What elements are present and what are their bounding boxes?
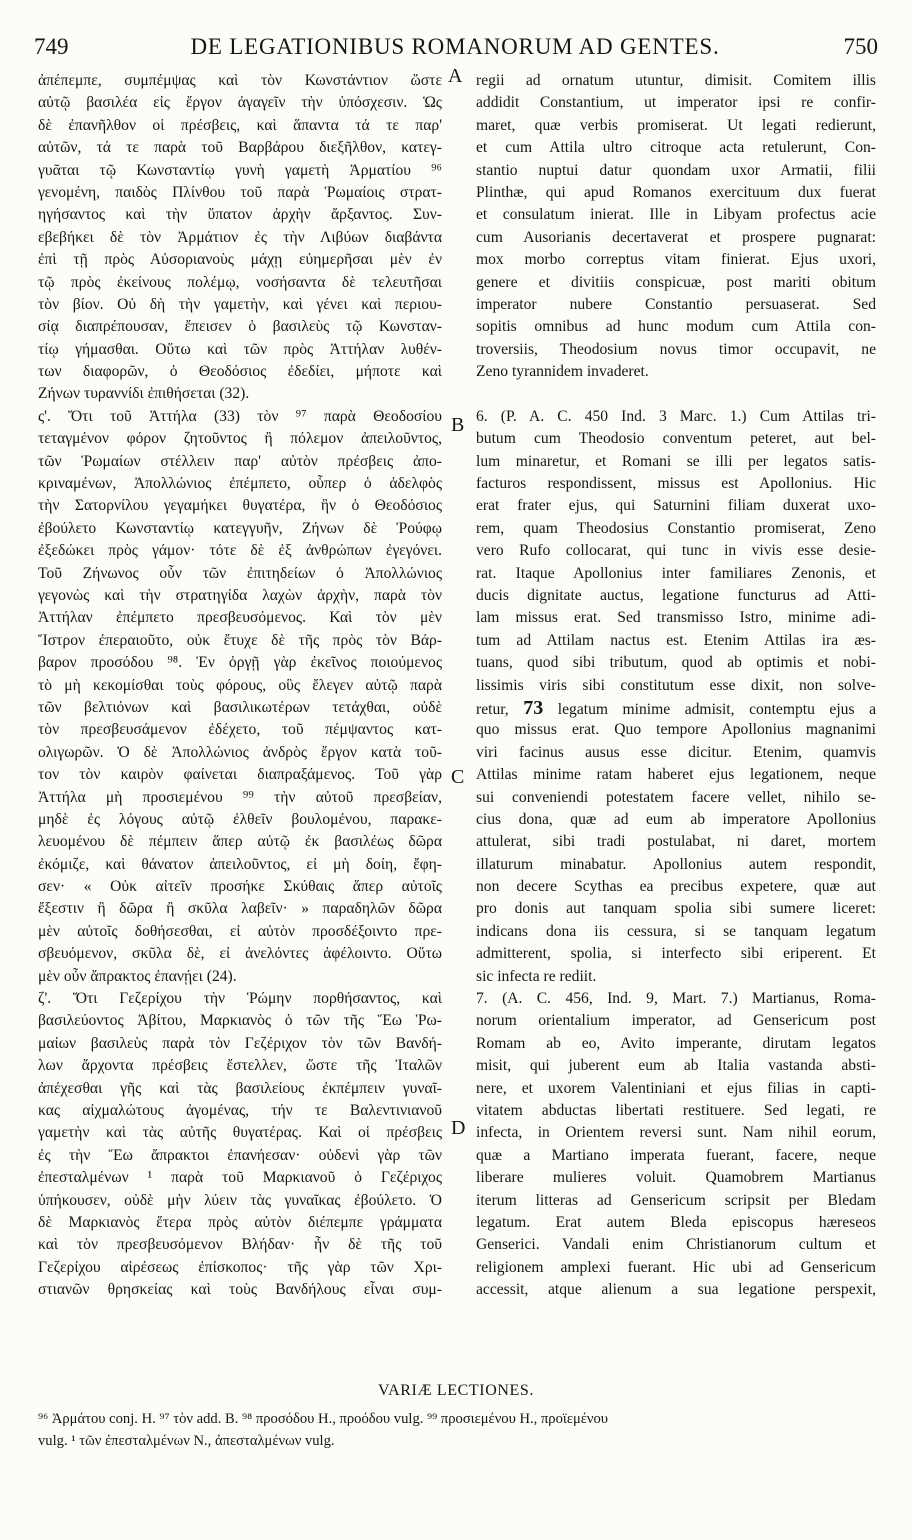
text-line: ἀπέχεσθαι γῆς καὶ τὰς βασιλείους ἐκπέμπειν γυναῖ- (38, 1079, 442, 1097)
text-line: sopitis omnibus ad hunc modum cum Attila con- (476, 318, 876, 336)
latin-column (476, 70, 876, 1301)
text-line: ἔξεστιν ἢ δῶρα ἢ σκῦλα λαβεῖν· » παραδηλῶν δῶρα (38, 900, 442, 918)
text-line: 6. (P. A. C. 450 Ind. 3 Marc. 1.) Cum Attilas tri- (476, 407, 876, 425)
text-line: pro donis aut tanquam spolia sibi sumere liceret: (476, 900, 876, 918)
text-line: regii ad ornatum utuntur, dimisit. Comitem illis (476, 72, 876, 89)
text-line: κριναμένων, Ἀπολλώνιος ἐπέμπετο, οὗπερ ὁ ἀδελφὸς (38, 475, 442, 493)
text-line: εβεβήκει δὲ τὸν Ἀρμάτιον ἐς τὴν Λιβύων διαβάντα (38, 228, 442, 246)
text-line: illaturum minabatur. Apollonius autem respondit, (476, 855, 876, 873)
margin-marker-d: D (451, 1117, 466, 1139)
margin-marker-a: A (448, 65, 463, 87)
text-line: τίῳ γήμασθαι. Οὕτω καὶ τῶν πρὸς Ἀττήλαν λυθέν- (38, 340, 442, 358)
text-line: norum orientalium imperator, ad Gensericum post (476, 1012, 876, 1030)
text-line: ἐκόμιζε, καὶ θάνατον ἀπειλοῦντος, εἰ μὴ δοίη, ἔφη- (38, 855, 442, 873)
text-line: erat frater ejus, qui Saturnini filiam duxerat uxo- (476, 497, 876, 515)
text-line: religionem amplexi fuerant. Hic ubi ad Gensericum (476, 1258, 876, 1276)
text-line: butum cum Theodosio conventum peteret, aut bel- (476, 430, 876, 448)
text-line: rem, quam Theodosius Constantio promiserat, Zeno (476, 519, 876, 537)
text-line: misit, qui juberent eum ab Italia vastanda absti- (476, 1057, 876, 1075)
text-line: liberare mulieres voluit. Quamobrem Martianus (476, 1169, 876, 1187)
text-line: τῶν Ῥωμαίων στέλλειν παρ' αὐτὸν πρέσβεις ἀπο- (38, 452, 442, 470)
text-line: τῷ πρὸς ἐκείνους πολέμῳ, νοσήσαντα δὲ τελευτῆσαι (38, 273, 442, 291)
text-line: ἀπέπεμπε, συμπέμψας καὶ τὸν Κωνστάντιον ὥστε (38, 72, 442, 89)
text-line: γαμετὴν καὶ τὰς αὐτῆς θυγατέρας. Καὶ οἱ πρέσβεις (38, 1124, 442, 1142)
greek-column (38, 70, 442, 1301)
text-line: Genserici. Vandali enim Christianorum cultum et (476, 1236, 876, 1254)
text-line: et consulatum inierat. Ille in Libyam profectus acie (476, 206, 876, 224)
text-line: maret, quæ verbis promiserat. Ut legati redierunt, (476, 116, 876, 134)
text-line: αὐτῶν, τά τε παρὰ τοῦ Βαρβάρου διεξῆλθον, κατεγ- (38, 139, 442, 157)
text-line: tuans, quod sibi tributum, quod ab optimis et nobi- (476, 654, 876, 672)
text-line: τῶν βελτιόνων καὶ βασιλικωτέρων τετάχθαι, οὐδὲ (38, 698, 442, 716)
text-line: imperator nubere Constantio persuaserat. Sed (476, 295, 876, 313)
text-line: lissimis viris sibi constitutum esse dixit, non solve- (476, 676, 876, 694)
text-line: Ἀττήλαν ἐπέμπετο πρεσβευσόμενος. Καὶ τὸν μὲν (38, 609, 442, 627)
text-line: βασιλεύοντος Ἀβίτου, Μαρκιανὸς ὁ τῶν τῆς Ἕω Ῥω- (38, 1012, 442, 1030)
text-line: lam missus erat. Sed transmisso Istro, minime adi- (476, 609, 876, 627)
text-line: μαίων βασιλεὺς παρὰ τὸν Γεζέριχον τὸν τῶν Βανδή- (38, 1034, 442, 1052)
text-line: indicans dona iis cessura, si se tanquam legatum (476, 922, 876, 940)
text-line: vitatem abductas libertati restituere. Sed legati, re (476, 1101, 876, 1119)
text-line: ς'. Ὅτι τοῦ Ἀττήλα (33) τὸν ⁹⁷ παρὰ Θεοδοσίου (38, 407, 442, 425)
text-line: nere, et uxorem Valentiniani et ejus filias in capti- (476, 1079, 876, 1097)
text-line: sui conveniendi potestatem facere vellet, nihilo se- (476, 788, 876, 806)
text-line: ἐβούλετο Κωνσταντίῳ κατεγγυῆν, Ζήνων δὲ Ῥούφῳ (38, 519, 442, 537)
text-line: non decere Scythas ea precibus expetere, quæ aut (476, 878, 876, 896)
text-line: iterum litteras ad Gensericum scripsit per Bledam (476, 1191, 876, 1209)
text-line: ὑπήκουσεν, οὐδὲ μὴν λύειν τὰς γυναῖκας ἐβούλετο. Ὁ (38, 1191, 442, 1209)
text-line: γεγονὼς καὶ τὴν στρατηγίδα λαχὼν ἀρχὴν, παρὰ τὸν (38, 586, 442, 604)
text-line: sic infecta re rediit. (476, 967, 597, 985)
text-line: τὸν πρεσβευσάμενον ἐδέχετο, τοῦ πέμψαντος κατ- (38, 721, 442, 739)
text-line: σίᾳ διαπρέπουσαν, ἔπεισεν ὁ βασιλεὺς τῷ Κωνσταν- (38, 318, 442, 336)
text-line: τὸ μὴ κεκομίσθαι τοὺς φόρους, οὓς ἔλεγεν αὐτῷ παρὰ (38, 676, 442, 694)
text-line: quæ a Martiano imperata fuerant, facere, neque (476, 1146, 876, 1164)
text-line: admitterent, spolia, si interfecto sibi eriperent. Et (476, 945, 876, 963)
text-line: σεν· « Οὐκ αἰτεῖν προσήκε Σκύθαις ἅπερ αὐτοῖς (38, 878, 442, 896)
margin-marker-c: C (451, 766, 465, 788)
text-line: δὲ Μαρκιανὸς ἕτερα πρὸς αὐτὸν διέπεμπε γράμματα (38, 1213, 442, 1231)
text-line: lum minaretur, et Romani se illi per legatos satis- (476, 452, 876, 470)
text-line: λων ἄρχοντα πρέσβεις ἔστελλεν, ὥστε τῆς Ἰταλῶν (38, 1057, 442, 1075)
text-line: stantio nuptui datur quondam uxor Armatii, filii (476, 161, 876, 179)
text-line: infecta, in Orientem reversi sunt. Nam nihil eorum, (476, 1124, 876, 1142)
text-line: καὶ τὸν πρεσβευσόμενον Βλήδαν· ἦν δὲ τῆς τοῦ (38, 1236, 442, 1254)
text-line: accessit, atque alienum a sua legatione perspexit, (476, 1281, 876, 1299)
text-line: ἐξεδώκει πρὸς γάμον· τότε δὲ ἐξ ἀνθρώπων ἐγεγόνει. (38, 542, 442, 560)
text-line: cum Ausorianis decertaverat et prospere pugnarat: (476, 228, 876, 246)
text-line: cius dona, quæ ad eum ab imperatore Apollonius (476, 810, 876, 828)
text-line: Ἀττήλα μὴ προσιεμένου ⁹⁹ τὴν αὐτοῦ πρεσβείαν, (38, 788, 442, 806)
text-line: αὐτῷ βασιλέα εἰς ἔργον ἀγαγεῖν τὴν ὑπόσχεσιν. Ὡς (38, 94, 442, 112)
variae-lectiones-title: VARIÆ LECTIONES. (378, 1382, 534, 1399)
text-line: ολιγωρῶν. Ὁ δὲ Ἀπολλώνιος ἀνδρὸς ἔργον κατὰ τοῦ- (38, 743, 442, 761)
text-line: facturos respondissent, missus est Apollonius. Hic (476, 475, 876, 493)
text-line: σβευόμενον, σκῦλα δὲ, εἰ ἀνελόντες ἀφέλοιντο. Οὕτω (38, 945, 442, 963)
text-line: μὲν οὖν ἄπρακτος ἐπανῄει (24). (38, 967, 237, 985)
paragraph-gap (476, 383, 876, 405)
text-line: γενομένη, παιδὸς Πλίνθου τοῦ παρὰ Ῥωμαίοις στρατ- (38, 183, 442, 201)
running-title: DE LEGATIONIBUS ROMANORUM AD GENTES. (190, 34, 720, 59)
text-line: legatum. Erat autem Bleda episcopus hæreseos (476, 1213, 876, 1231)
text-line: troversiis, Theodosium novus timor occupavit, ne (476, 340, 876, 358)
text-line: τὸν βίον. Οὐ δὴ τὴν γαμετὴν, καὶ γένει καὶ περιου- (38, 295, 442, 313)
text-line: rat. Itaque Apollonius inter familiares Zenonis, et (476, 564, 876, 582)
variae-lectiones (38, 1408, 878, 1453)
text-line: στιανῶν θρησκείας καὶ τοὺς Βανδήλους εἶναι συμ- (38, 1281, 442, 1299)
text-line: genere et divitiis conspicuæ, post mariti obitum (476, 273, 876, 291)
text-line: ἐπὶ τῇ πρὸς Αὐσοριανοὺς μάχῃ εὐημερῆσαι μὲν ἐν (38, 251, 442, 269)
text-line: tum ad Attilam nactus est. Etenim Attilas ira æs- (476, 631, 876, 649)
page-number-right: 750 (843, 34, 878, 59)
text-line: retur, 73 legatum minime admisit, contemptu ejus a (476, 696, 876, 719)
text-line: τὴν Σατορνίλου γεγαμήκει θυγατέρα, ἣν ὁ Θεοδόσιος (38, 497, 442, 515)
text-line: viri facinus ausus esse dicitur. Etenim, quamvis (476, 743, 876, 761)
text-line: ἐς τὴν Ἕω ἄπρακτοι ἐπανήεσαν· οὐδενὶ γὰρ τῶν (38, 1146, 442, 1164)
text-line: quo missus erat. Quo tempore Apollonius magnanimi (476, 721, 876, 739)
text-line: Zeno tyrannidem invaderet. (476, 363, 649, 381)
text-line: et cum Attila ultro citroque acta retulerunt, Con- (476, 139, 876, 157)
text-line: δὲ ἐπανῆλθον οἱ πρέσβεις, καὶ ἅπαντα τά τε παρ' (38, 116, 442, 134)
text-line: των διαφορῶν, ὁ Θεοδόσιος ἐδεδίει, μήποτε καὶ (38, 363, 442, 381)
column-reference-number: 73 (523, 696, 544, 719)
text-line: 7. (A. C. 456, Ind. 9, Mart. 7.) Martianus, Roma- (476, 990, 876, 1008)
text-line: Ζήνων τυραννίδι ἐπιθήσεται (32). (38, 385, 250, 403)
text-line: βαρον προσόδου ⁹⁸. Ἐν ὀργῇ γὰρ ἐκεῖνος ποιούμενος (38, 654, 442, 672)
text-line: attulerat, sibi tradi postulabat, ni daret, mortem (476, 833, 876, 851)
text-line: Ἴστρον ἐπεραιοῦτο, οὐκ ἔτυχε δὲ τῆς πρὸς τὸν Βάρ- (38, 631, 442, 649)
lection-line: ⁹⁶ Ἀρμάτου conj. H. ⁹⁷ τὸν add. B. ⁹⁸ προσόδου H., προόδου vulg. ⁹⁹ προσιεμένου H., προϊεμένου (38, 1411, 609, 1427)
text-line: μηδὲ ἐς λόγους αὐτῷ ἐλθεῖν βουλομένου, παρακε- (38, 810, 442, 828)
text-line: Romam ab eo, Avito imperante, dirutam legatos (476, 1034, 876, 1052)
margin-marker-b: B (451, 414, 465, 436)
text-line: ducis dignitate auctus, legatione functurus ad Atti- (476, 586, 876, 604)
text-line: γυᾶται τῷ Κωνσταντίῳ γυνὴ γαμετὴ Ἀρματίου ⁹⁶ (38, 161, 442, 179)
text-line: Γεζερίχου αἱρέσεως ἐπίσκοπος· τῆς γὰρ τῶν Χρι- (38, 1258, 442, 1276)
text-line: Τοῦ Ζήνωνος οὖν τῶν ἐπιτηδείων ὁ Ἀπολλώνιος (38, 564, 442, 582)
text-line: mox morbo correptus vitam finierat. Ejus uxori, (476, 251, 876, 269)
text-line: κας αἰχμαλώτους ἀγομένας, τήν τε Βαλεντινιανοῦ (38, 1101, 442, 1119)
text-line: vero Rufo collocarat, qui tunc in vivis esse desie- (476, 542, 876, 560)
text-line: μὲν αὐτοῖς δοθήσεσθαι, εἰ αὐτὸν προσδέξοιντο πρε- (38, 922, 442, 940)
text-line: Plinthæ, qui apud Romanos exercituum dux fuerat (476, 183, 876, 201)
text-line: λευομένου δὲ πέμπειν ἅπερ αὐτῷ ἐκ βασιλέως δῶρα (38, 833, 442, 851)
text-line: τον τὸν καιρὸν φαίνεται διαπραξάμενος. Τοῦ γὰρ (38, 766, 442, 784)
text-line: ηγήσαντος καὶ τὴν ὕπατον ἀρχὴν ἄρξαντος. Συν- (38, 206, 442, 224)
running-header (30, 34, 880, 64)
lection-line: vulg. ¹ τῶν ἐπεσταλμένων N., ἀπεσταλμένων vulg. (38, 1433, 335, 1450)
text-line: addidit Constantium, ut imperator ipsi re confir- (476, 94, 876, 112)
text-line: τεταγμένον φόρον ζητοῦντος ἢ πόλεμον ἀπειλοῦντος, (38, 430, 442, 448)
text-line: ζ'. Ὅτι Γεζερίχου τὴν Ῥώμην πορθήσαντος, καὶ (38, 990, 442, 1008)
text-line: Attilas minime ratam haberet ejus legationem, neque (476, 766, 876, 784)
text-line: ἐπεσταλμένων ¹ παρὰ τοῦ Μαρκιανοῦ ὁ Γεζέριχος (38, 1169, 442, 1187)
page-number-left: 749 (34, 34, 69, 59)
